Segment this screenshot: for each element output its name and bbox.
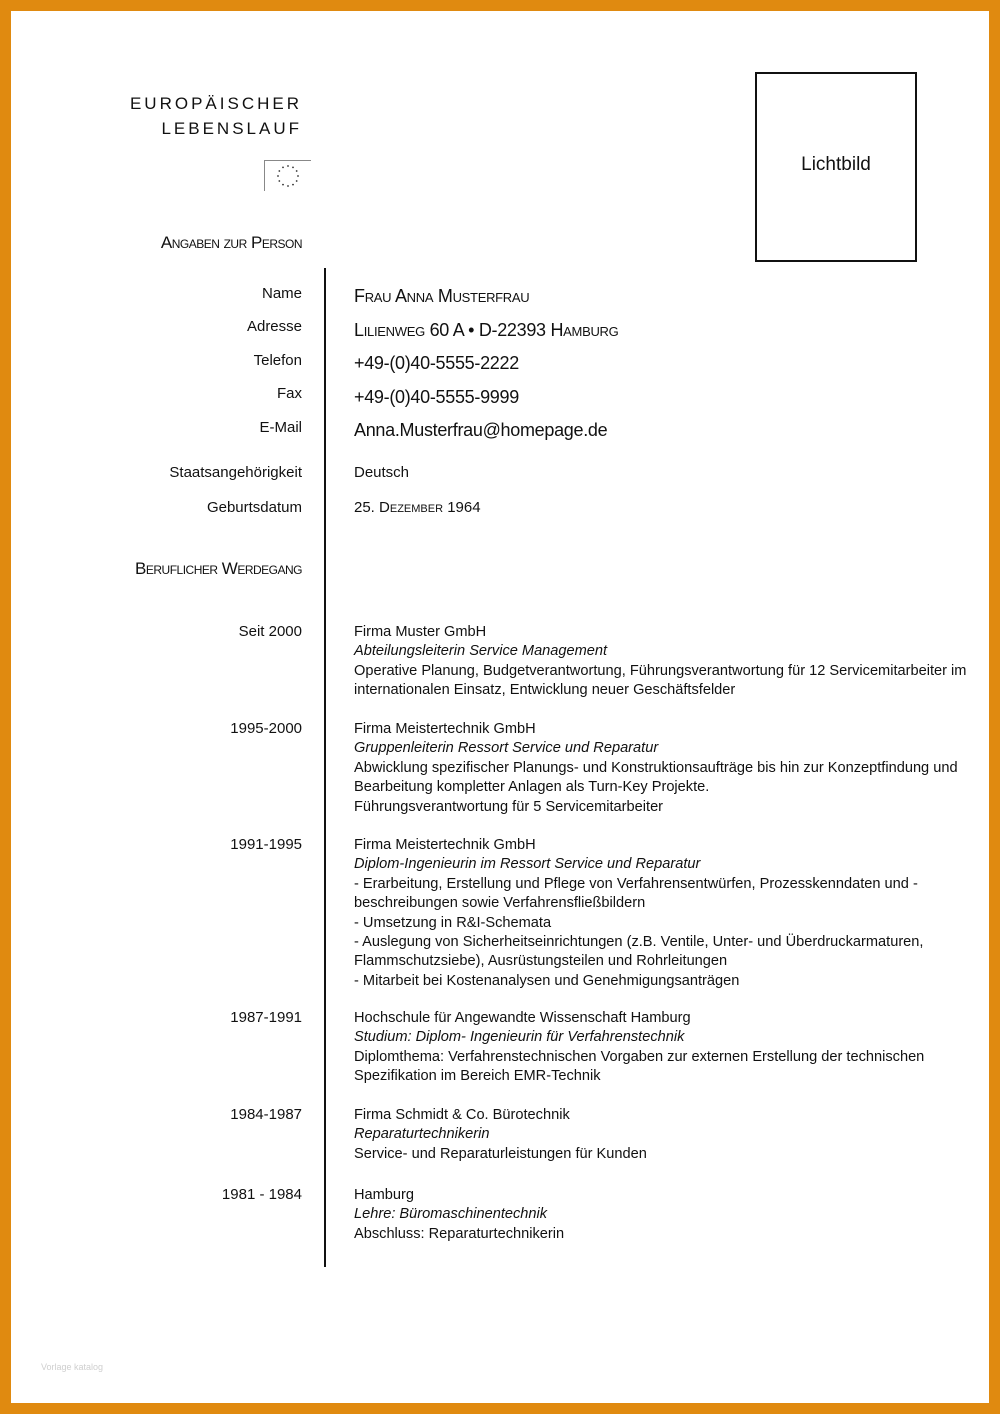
eu-star: [287, 165, 289, 167]
label-fax: Fax: [276, 385, 302, 402]
label-address: Adresse: [246, 318, 302, 335]
career-position: Abteilungsleiterin Service Management: [354, 643, 608, 660]
career-entry: [354, 1106, 944, 1164]
eu-star: [278, 170, 280, 172]
cv-title-line-2: LEBENSLAUF: [161, 119, 302, 138]
career-period: Seit 2000: [238, 623, 302, 640]
career-position: Lehre: Büromaschinentechnik: [354, 1206, 548, 1223]
career-detail: Diplomthema: Verfahrenstechnischen Vorgaben zur externen Erstellung der technischen: [354, 1048, 925, 1065]
value-address: Lilienweg 60 A • D-22393 Hamburg: [354, 320, 619, 340]
career-detail: Spezifikation im Bereich EMR-Technik: [354, 1068, 601, 1085]
eu-star: [292, 166, 294, 168]
eu-flag-logo: [264, 160, 311, 191]
label-name: Name: [261, 285, 302, 302]
career-detail: Abschluss: Reparaturtechnikerin: [354, 1225, 565, 1242]
section-title-career: Beruflicher Werdegang: [135, 559, 302, 578]
career-detail: Service- und Reparaturleistungen für Kunden: [354, 1145, 647, 1162]
career-period: 1981 - 1984: [221, 1186, 302, 1203]
value-phone: +49-(0)40-5555-2222: [354, 353, 519, 373]
value-name: Frau Anna Musterfrau: [354, 286, 530, 306]
career-entry: [354, 720, 958, 817]
career-detail: beschreibungen sowie Verfahrensfließbildern: [354, 895, 646, 912]
career-detail: Operative Planung, Budgetverantwortung, Führungsverantwortung für 12 Servicemitarbeiter im: [354, 662, 967, 679]
eu-star: [292, 184, 294, 186]
career-period: 1991-1995: [230, 836, 302, 853]
label-email: E-Mail: [259, 419, 302, 436]
career-entry: [354, 623, 967, 701]
career-employer: Firma Schmidt & Co. Bürotechnik: [354, 1107, 570, 1123]
eu-star: [278, 180, 280, 182]
career-position: Studium: Diplom- Ingenieurin für Verfahrenstechnik: [354, 1029, 685, 1046]
section-title-personal: Angaben zur Person: [160, 233, 302, 252]
eu-star: [297, 175, 299, 177]
career-detail: Bearbeitung kompletter Anlagen als Turn-Key Projekte.: [354, 779, 710, 796]
career-period: 1987-1991: [230, 1009, 302, 1026]
value-nationality: Deutsch: [354, 464, 410, 481]
career-detail: Flammschutzsiebe), Ausrüstungsteilen und Rohrleitungen: [354, 953, 728, 970]
career-detail: internationalen Einsatz, Entwicklung neuer Geschäftsfelder: [354, 682, 736, 699]
value-email: Anna.Musterfrau@homepage.de: [354, 420, 608, 440]
photo-placeholder: [755, 72, 917, 262]
eu-star: [287, 185, 289, 187]
career-period: 1995-2000: [230, 720, 302, 737]
career-employer: Firma Meistertechnik GmbH: [354, 837, 536, 853]
label-nationality: Staatsangehörigkeit: [169, 464, 302, 481]
career-entry: [354, 1009, 944, 1087]
career-detail: - Auslegung von Sicherheitseinrichtungen (z.B. Ventile, Unter- und Überdruckarmaturen,: [354, 934, 924, 951]
eu-star: [282, 184, 284, 186]
eu-star: [296, 180, 298, 182]
career-position: Gruppenleiterin Ressort Service und Reparatur: [354, 740, 659, 757]
career-detail: - Mitarbeit bei Kostenanalysen und Genehmigungsanträgen: [354, 972, 740, 989]
career-employer: Hamburg: [354, 1187, 415, 1203]
eu-star: [282, 166, 284, 168]
career-employer: Hochschule für Angewandte Wissenschaft Hamburg: [354, 1010, 691, 1026]
career-employer: Firma Meistertechnik GmbH: [354, 721, 536, 737]
career-employer: Firma Muster GmbH: [354, 624, 487, 640]
eu-star: [277, 175, 279, 177]
value-birthdate: 25. Dezember 1964: [354, 499, 481, 516]
career-detail: Abwicklung spezifischer Planungs- und Konstruktionsaufträge bis hin zur Konzeptfindung und: [354, 759, 958, 776]
career-detail: - Erarbeitung, Erstellung und Pflege von Verfahrensentwürfen, Prozesskenndaten und -: [354, 875, 918, 892]
cv-title-line-1: EUROPÄISCHER: [129, 94, 302, 113]
career-detail: - Umsetzung in R&I-Schemata: [354, 914, 552, 931]
career-position: Reparaturtechnikerin: [354, 1126, 490, 1143]
watermark: Vorlage katalog: [41, 1362, 104, 1372]
career-entry: [354, 1186, 944, 1244]
label-phone: Telefon: [253, 352, 302, 369]
photo-label: Lichtbild: [801, 154, 871, 175]
career-detail: Führungsverantwortung für 5 Servicemitarbeiter: [354, 798, 664, 815]
value-fax: +49-(0)40-5555-9999: [354, 387, 519, 407]
label-birthdate: Geburtsdatum: [206, 499, 302, 516]
eu-star: [296, 170, 298, 172]
career-period: 1984-1987: [230, 1106, 302, 1123]
career-position: Diplom-Ingenieurin im Ressort Service und Reparatur: [354, 856, 701, 873]
vertical-divider: [324, 268, 326, 1267]
career-entry: [354, 836, 944, 991]
